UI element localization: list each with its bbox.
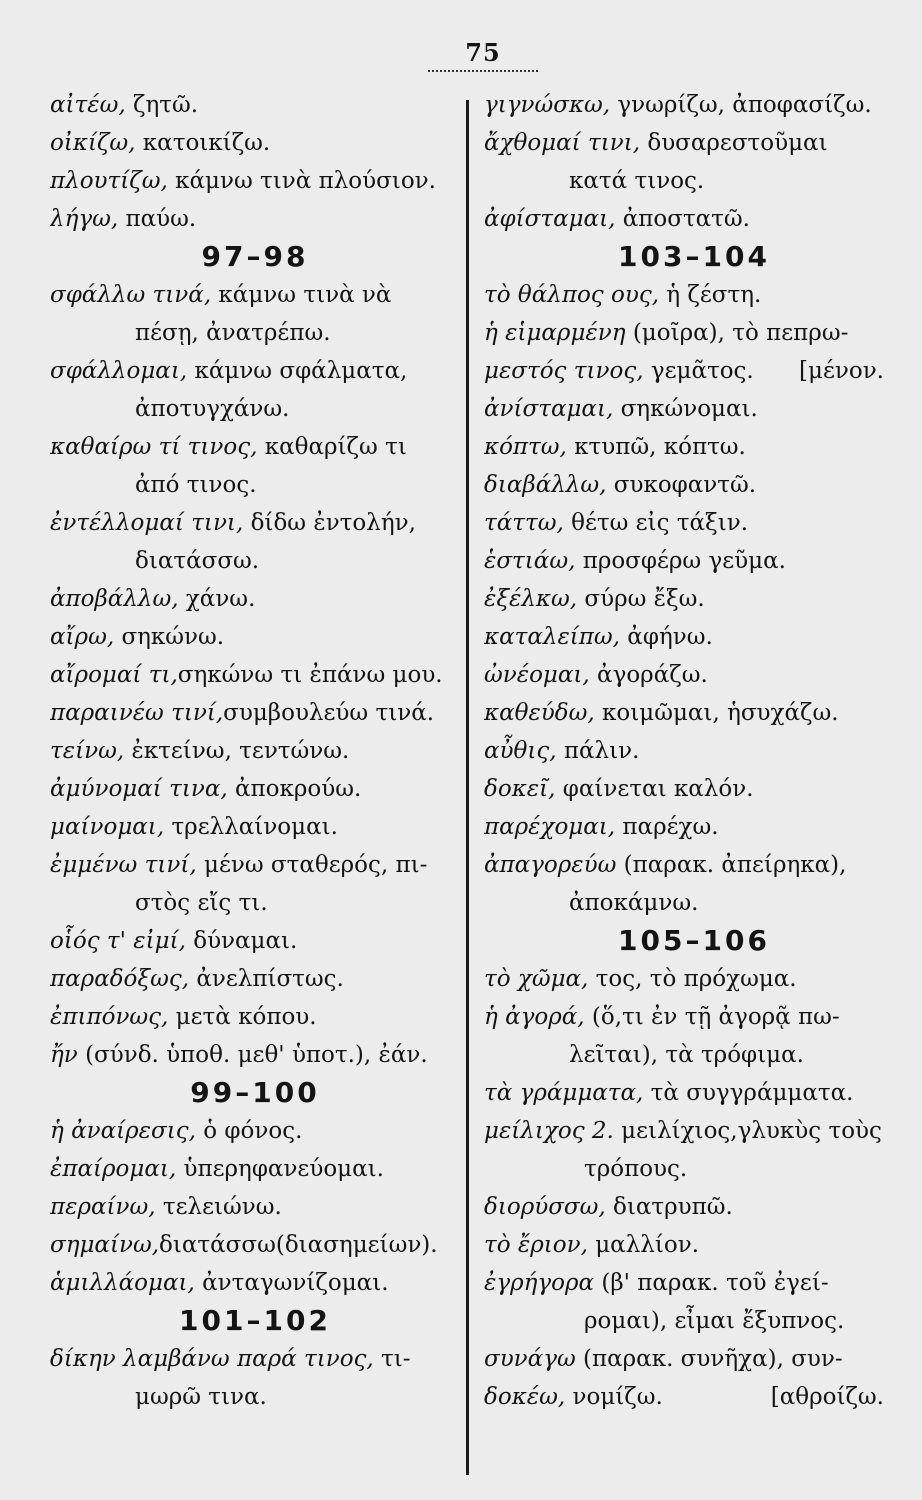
entry-headword: δοκεῖ, [484, 776, 556, 802]
entry-gloss: συκοφαντῶ. [606, 472, 757, 498]
entry-gloss: διατάσσω(διασημείων). [159, 1232, 438, 1258]
entry-headword: γιγνώσκω, [484, 92, 611, 118]
entry-gloss: τὰ συγγράμματα. [643, 1080, 854, 1106]
vocabulary-entry [50, 124, 460, 162]
vocabulary-entry [50, 656, 460, 694]
entry-gloss: μένω σταθερός, πι- [196, 852, 428, 878]
vocabulary-entry [484, 86, 904, 124]
vocabulary-entry [50, 846, 460, 884]
vocabulary-entry [484, 504, 904, 542]
vocabulary-entry [484, 770, 904, 808]
vocabulary-entry [484, 1264, 904, 1302]
vocabulary-entry [484, 276, 904, 314]
entry-gloss: θέτω εἰς τάξιν. [563, 510, 749, 536]
entry-headword: παρέχομαι, [484, 814, 616, 840]
left-column [50, 86, 460, 1416]
vocabulary-entry [50, 770, 460, 808]
entry-gloss: τι- [373, 1346, 411, 1372]
entry-gloss: (παρακ. συνῆχα), συν- [575, 1346, 843, 1372]
vocabulary-entry [484, 618, 904, 656]
vocabulary-entry [50, 1150, 460, 1188]
entry-headword: ἤν [50, 1042, 78, 1068]
entry-gloss: ἀφήνω. [620, 624, 713, 650]
vocabulary-entry [484, 846, 904, 884]
vocabulary-entry [484, 200, 904, 238]
entry-headword: παραινέω τινί, [50, 700, 224, 726]
entry-gloss: δύναμαι. [185, 928, 298, 954]
vocabulary-entry [484, 694, 904, 732]
vocabulary-entry [50, 162, 460, 200]
entry-headword: σφάλλομαι, [50, 358, 188, 384]
entry-headword: περαίνω, [50, 1194, 156, 1220]
entry-gloss: ἐκτείνω, τεντώνω. [124, 738, 350, 764]
entry-headword: ἁμιλλάομαι, [50, 1270, 195, 1296]
bracket-continuation: [αθροίζω. [770, 1384, 884, 1410]
entry-headword: ἐμμένω τινί, [50, 852, 197, 878]
entry-headword: ἀμύνομαί τινα, [50, 776, 228, 802]
vocabulary-entry [484, 998, 904, 1036]
entry-gloss: δυσαρεστοῦμαι [640, 130, 828, 156]
vocabulary-entry [50, 352, 460, 390]
vocabulary-entry [484, 1340, 904, 1378]
entry-headword: οἷός τ' εἰμί, [50, 928, 186, 954]
entry-headword: ἡ ἀγορά, [484, 1004, 585, 1030]
entry-gloss: γεμᾶτος. [643, 358, 754, 384]
entry-gloss: μετὰ κόπου. [168, 1004, 317, 1030]
entry-gloss: (μοῖρα), τὸ πεπρω- [625, 320, 849, 346]
vocabulary-entry [484, 1226, 904, 1264]
entry-headword: μαίνομαι, [50, 814, 165, 840]
entry-headword: ἄχθομαί τινι, [484, 130, 641, 156]
vocabulary-entry [484, 1188, 904, 1226]
entry-headword: παραδόξως, [50, 966, 190, 992]
entry-headword: ἡ εἱμαρμένη [484, 320, 626, 346]
entry-gloss: τελειώνω. [155, 1194, 282, 1220]
entry-headword: ὠνέομαι, [484, 662, 590, 688]
entry-continuation: κατά τινος. [569, 168, 705, 194]
vocabulary-entry [484, 580, 904, 618]
vocabulary-entry [50, 1036, 460, 1074]
vocabulary-entry [484, 656, 904, 694]
entry-headword: κόπτω, [484, 434, 567, 460]
entry-continuation: ἀποκάμνω. [569, 890, 699, 916]
entry-headword: ἀποβάλλω, [50, 586, 179, 612]
vocabulary-entry [50, 1188, 460, 1226]
entry-headword: μείλιχος 2. [484, 1118, 614, 1144]
entry-headword: μεστός τινος, [484, 358, 644, 384]
entry-headword: δοκέω, [484, 1384, 566, 1410]
vocabulary-entry [50, 86, 460, 124]
entry-gloss: παρέχω. [615, 814, 719, 840]
entry-continuation: ἀπό τινος. [135, 472, 257, 498]
vocabulary-entry [50, 276, 460, 314]
vocabulary-entry [50, 1340, 460, 1378]
entry-gloss: κάμνω τινὰ πλούσιον. [167, 168, 436, 194]
vocabulary-entry [484, 732, 904, 770]
entry-gloss: σηκώνομαι. [613, 396, 758, 422]
entry-gloss: νομίζω. [565, 1384, 663, 1410]
entry-headword: ἀφίσταμαι, [484, 206, 616, 232]
vocabulary-entry [50, 1226, 460, 1264]
entry-gloss: μειλίχιος,γλυκὺς τοὺς [613, 1118, 882, 1144]
vocabulary-entry [50, 428, 460, 466]
page-number: 75 [465, 38, 501, 67]
entry-gloss: ἀνελπίστως. [189, 966, 344, 992]
vocabulary-entry [50, 580, 460, 618]
column-divider [466, 100, 469, 1475]
entry-continuation: ἀποτυγχάνω. [135, 396, 290, 422]
entry-headword: λήγω, [50, 206, 119, 232]
entry-gloss: κοιμῶμαι, ἡσυχάζω. [594, 700, 839, 726]
entry-headword: οἰκίζω, [50, 130, 136, 156]
entry-continuation: μωρῶ τινα. [135, 1384, 267, 1410]
entry-gloss: συμβουλεύω τινά. [223, 700, 435, 726]
vocabulary-entry [50, 1264, 460, 1302]
entry-gloss: φαίνεται καλόν. [555, 776, 754, 802]
entry-continuation: στὸς εἴς τι. [135, 890, 268, 916]
entry-gloss: ἀποστατῶ. [615, 206, 750, 232]
vocabulary-entry [50, 504, 460, 542]
entry-headword: διαβάλλω, [484, 472, 607, 498]
entry-headword: ἀπαγορεύω [484, 852, 617, 878]
vocabulary-entry [484, 542, 904, 580]
entry-headword: ἐξέλκω, [484, 586, 578, 612]
entry-headword: σημαίνω, [50, 1232, 160, 1258]
entry-headword: αἴρομαί τι, [50, 662, 178, 688]
entry-gloss: ἡ ζέστη. [659, 282, 762, 308]
entry-headword: τάττω, [484, 510, 564, 536]
vocabulary-entry [50, 694, 460, 732]
entry-headword: ἀνίσταμαι, [484, 396, 614, 422]
entry-headword: πλουτίζω, [50, 168, 168, 194]
entry-headword: ἑστιάω, [484, 548, 576, 574]
vocabulary-entry [484, 1112, 904, 1150]
entry-headword: ἡ ἀναίρεσις, [50, 1118, 196, 1144]
entry-continuation: λεῖται), τὰ τρόφιμα. [569, 1042, 804, 1068]
entry-headword: τὸ ἔριον, [484, 1232, 588, 1258]
entry-headword: ἐπαίρομαι, [50, 1156, 177, 1182]
entry-gloss: κάμνω τινὰ νὰ [211, 282, 392, 308]
entry-gloss: μαλλίον. [587, 1232, 700, 1258]
entry-gloss: (παρακ. ἀπείρηκα), [616, 852, 847, 878]
entry-gloss: τος, τὸ πρόχωμα. [588, 966, 797, 992]
entry-headword: τὰ γράμματα, [484, 1080, 644, 1106]
entry-gloss: καθαρίζω τι [257, 434, 407, 460]
entry-gloss: δίδω ἐντολήν, [243, 510, 416, 536]
entry-gloss: κάμνω σφάλματα, [187, 358, 408, 384]
entry-gloss: τρελλαίνομαι. [164, 814, 338, 840]
entry-gloss: ζητῶ. [125, 92, 199, 118]
vocabulary-entry [50, 922, 460, 960]
entry-continuation: τρόπους. [584, 1156, 688, 1182]
vocabulary-entry [484, 352, 904, 390]
entry-headword: καταλείπω, [484, 624, 620, 650]
section-heading: 103–104 [618, 240, 770, 273]
vocabulary-entry [50, 1112, 460, 1150]
vocabulary-entry [484, 466, 904, 504]
entry-gloss: ἀνταγωνίζομαι. [194, 1270, 389, 1296]
entry-gloss: (ὅ,τι ἐν τῇ ἀγορᾷ πω- [584, 1004, 840, 1030]
vocabulary-entry [484, 314, 904, 352]
bracket-continuation: [μένον. [799, 358, 884, 384]
vocabulary-entry [50, 732, 460, 770]
entry-headword: σφάλλω τινά, [50, 282, 212, 308]
entry-headword: διορύσσω, [484, 1194, 606, 1220]
section-heading: 97–98 [201, 240, 309, 273]
vocabulary-entry [50, 618, 460, 656]
entry-headword: ἐπιπόνως, [50, 1004, 169, 1030]
entry-headword: καθαίρω τί τινος, [50, 434, 258, 460]
entry-gloss: χάνω. [178, 586, 256, 612]
entry-headword: τὸ χῶμα, [484, 966, 589, 992]
right-column [484, 86, 904, 1416]
entry-gloss: ὁ φόνος. [195, 1118, 303, 1144]
entry-headword: ἐγρήγορα [484, 1270, 595, 1296]
vocabulary-entry [484, 960, 904, 998]
entry-gloss: γνωρίζω, ἀποφασίζω. [610, 92, 872, 118]
section-heading: 99–100 [190, 1076, 320, 1109]
entry-gloss: κατοικίζω. [135, 130, 271, 156]
entry-gloss: κτυπῶ, κόπτω. [566, 434, 746, 460]
vocabulary-entry [484, 390, 904, 428]
vocabulary-entry [484, 124, 904, 162]
vocabulary-entry [50, 200, 460, 238]
vocabulary-entry [50, 808, 460, 846]
entry-gloss: σηκώνω τι ἐπάνω μου. [177, 662, 443, 688]
page-number-rule [428, 70, 538, 72]
entry-headword: ἐντέλλομαί τινι, [50, 510, 244, 536]
entry-gloss: ἀποκρούω. [227, 776, 362, 802]
entry-continuation: διατάσσω. [135, 548, 260, 574]
vocabulary-entry [484, 808, 904, 846]
vocabulary-entry [484, 1074, 904, 1112]
entry-gloss: πάλιν. [556, 738, 640, 764]
section-heading: 105–106 [618, 924, 770, 957]
vocabulary-entry [484, 1378, 904, 1416]
entry-headword: καθεύδω, [484, 700, 595, 726]
entry-continuation: ρομαι), εἶμαι ἔξυπνος. [584, 1308, 845, 1334]
entry-headword: αἴρω, [50, 624, 115, 650]
entry-gloss: παύω. [118, 206, 197, 232]
entry-gloss: προσφέρω γεῦμα. [575, 548, 786, 574]
entry-gloss: ὑπερηφανεύομαι. [176, 1156, 384, 1182]
vocabulary-entry [50, 960, 460, 998]
entry-headword: δίκην λαμβάνω παρά τινος, [50, 1346, 374, 1372]
entry-headword: αὖθις, [484, 738, 557, 764]
entry-gloss: (β' παρακ. τοῦ ἐγεί- [594, 1270, 829, 1296]
entry-gloss: ἀγοράζω. [589, 662, 708, 688]
entry-continuation: πέσῃ, ἀνατρέπω. [135, 320, 331, 346]
section-heading: 101–102 [179, 1304, 331, 1337]
entry-headword: τείνω, [50, 738, 125, 764]
entry-gloss: (σύνδ. ὑποθ. μεθ' ὑποτ.), ἐάν. [77, 1042, 428, 1068]
vocabulary-entry [50, 998, 460, 1036]
vocabulary-entry [484, 428, 904, 466]
entry-gloss: σύρω ἔξω. [577, 586, 705, 612]
entry-headword: συνάγω [484, 1346, 576, 1372]
entry-gloss: σηκώνω. [114, 624, 225, 650]
entry-gloss: διατρυπῶ. [605, 1194, 733, 1220]
entry-headword: αἰτέω, [50, 92, 126, 118]
entry-headword: τὸ θάλπος ους, [484, 282, 660, 308]
